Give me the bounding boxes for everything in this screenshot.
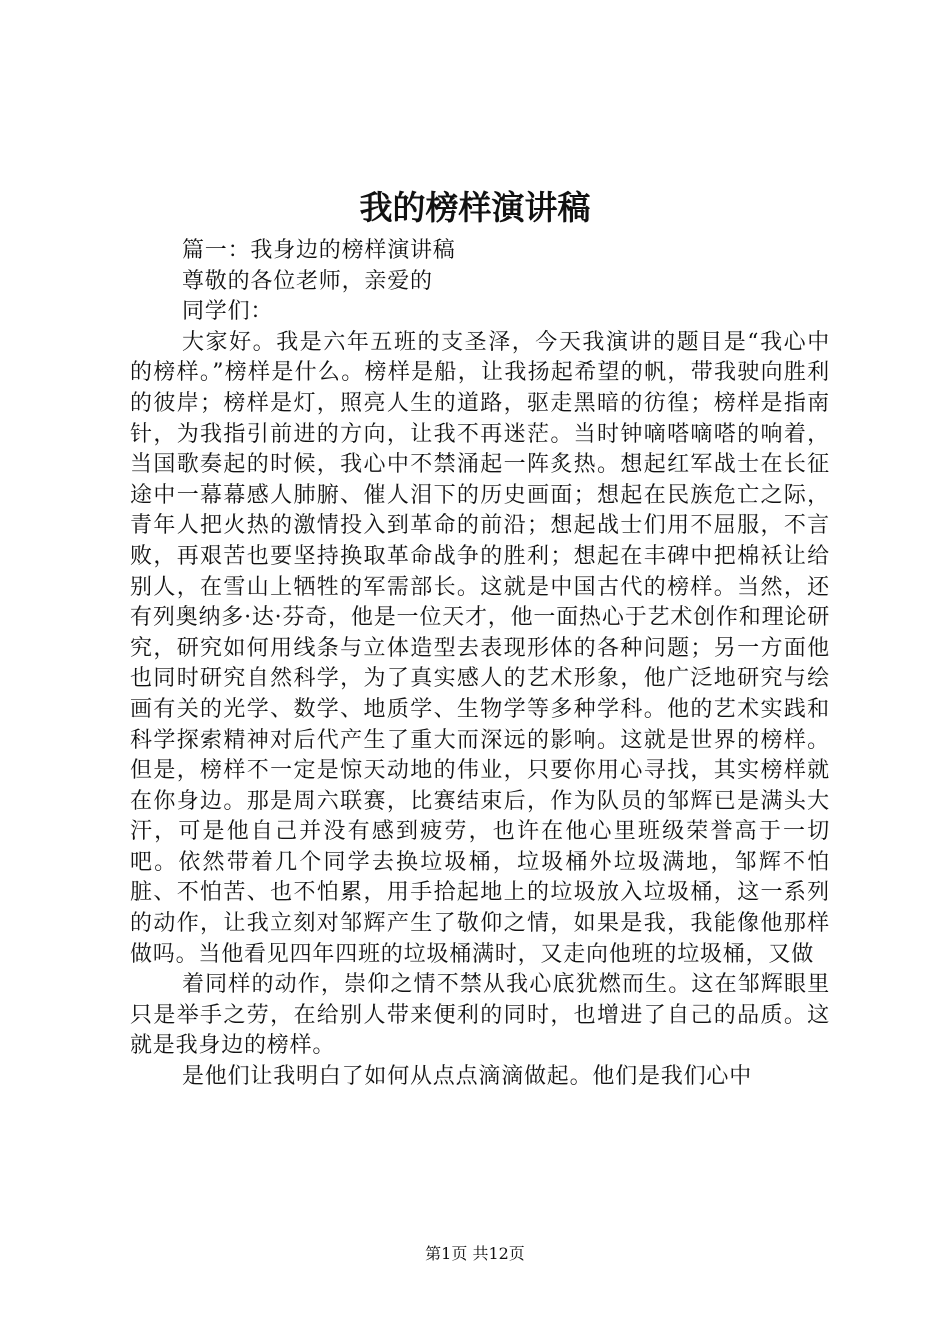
page-title: 我的榜样演讲稿 [359, 188, 591, 227]
body-paragraph: 是他们让我明白了如何从点点滴滴做起。他们是我们心中 [182, 1064, 753, 1090]
document-body [130, 236, 830, 1093]
body-paragraph: 大家好。我是六年五班的支圣泽，今天我演讲的题目是“我心中的榜样。”榜样是什么。榜样是船，让我扬起希望的帆，带我驶向胜利的彼岸；榜样是灯，照亮人生的道路，驱走黑暗的彷徨；榜样是指南针，为我指引前进的方向，让我不再迷茫。当时钟嘀嗒嘀嗒的响着，当国歌奏起的时候，我心中不禁涌起一阵炙热。想起红军战士在长征途中一幕幕感人肺腑、催人泪下的历史画面；想起在民族危亡之际，青年人把火热的激情投入到革命的前沿；想起战士们用不屈服，不言败，再艰苦也要坚持换取革命战争的胜利；想起在丰碑中把棉袄让给别人，在雪山上牺牲的军需部长。这就是中国古代的榜样。当然，还有列奥纳多·达·芬奇，他是一位天才，他一面热心于艺术创作和理论研究，研究如何用线条与立体造型去表现形体的各种问题；另一方面他也同时研究自然科学，为了真实感人的艺术形象，他广泛地研究与绘画有关的光学、数学、地质学、生物学等多种学科。他的艺术实践和科学探索精神对后代产生了重大而深远的影响。这就是世界的榜样。但是，榜样不一定是惊天动地的伟业，只要你用心寻找，其实榜样就在你身边。那是周六联赛，比赛结束后，作为队员的邹辉已是满头大汗，可是他自己并没有感到疲劳，也许在他心里班级荣誉高于一切吧。依然带着几个同学去换垃圾桶，垃圾桶外垃圾满地，邹辉不怕脏、不怕苦、也不怕累，用手拾起地上的垃圾放入垃圾桶，这一系列的动作，让我立刻对邹辉产生了敬仰之情，如果是我，我能像他那样做吗。当他看见四年四班的垃圾桶满时，又走向他班的垃圾桶，又做 [130, 329, 830, 967]
salutation-line: 同学们： [182, 299, 274, 325]
body-paragraph: 着同样的动作，崇仰之情不禁从我心底犹燃而生。这在邹辉眼里只是举手之劳，在给别人带来便利的同时，也增进了自己的品质。这就是我身边的榜样。 [130, 972, 830, 1059]
salutation-line: 尊敬的各位老师，亲爱的 [182, 268, 433, 294]
section-heading: 篇一：我身边的榜样演讲稿 [182, 238, 456, 263]
page-number-footer: 第1页 共12页 [425, 1244, 525, 1263]
